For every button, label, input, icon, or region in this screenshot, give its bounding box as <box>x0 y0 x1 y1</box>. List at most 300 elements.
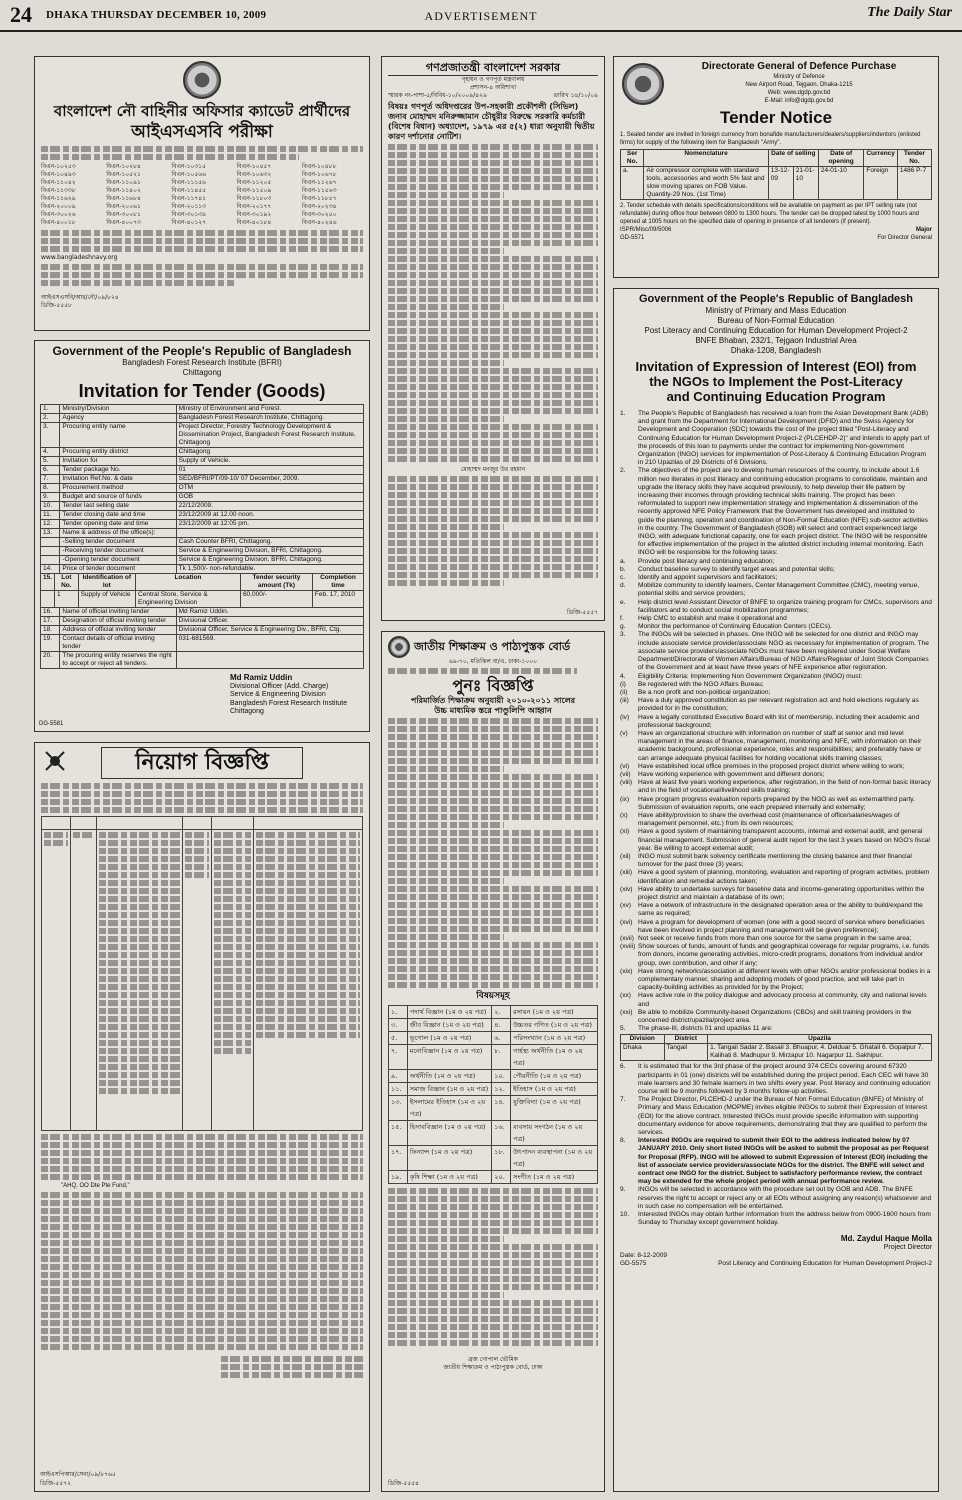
list-marker: (xiii) <box>620 869 633 877</box>
list-marker: (vii) <box>620 770 631 778</box>
bfri-sign-3: Service & Engineering Division <box>230 691 326 698</box>
dgdp-sub-1: Ministry of Defence <box>773 74 825 80</box>
table-cell: 1. <box>41 405 60 414</box>
niyog-dg: ডিজি-৫৫৭২ <box>40 1480 71 1487</box>
text-line <box>388 982 598 988</box>
text-line <box>388 782 598 788</box>
table-cell: ১০. <box>492 1070 511 1083</box>
text-line <box>388 790 598 796</box>
dgdp-ad <box>613 56 939 278</box>
table-cell: Service & Engineering Division, BFRI, Chittagong. <box>176 547 363 556</box>
bnfe-p6: It is estimated that for the 3rd phase of the project around 374 CECs covering around 67320 participants in 01 (one) districts will be established during the project period. Each CEC will have 30 male learners and 30 female learners in two shifts every year. Post literacy and continuing education course will be 9 months followed by 3 months follow-up activities. <box>638 1063 931 1096</box>
list-item <box>620 582 932 598</box>
bnfe-para-8: 8. Interested INGOs are required to submit their EOI to the address indicated below by 07 JANUARY 2010. Only short listed INGOs will be asked to submit the proposal as per Request for Proposal (RFP). INGO will be allowed to submit Expression of Interest (EOI) including the list of associate service providers/associate NGOs for the district. The BNFE will select and contract one INGO for the district. Subject to satisfactory performance review, the contract may be extended for the whole project period with annual performance review. <box>620 1137 932 1186</box>
navy-emblem-icon <box>183 61 221 99</box>
text-line <box>388 766 504 772</box>
table-cell: 7. <box>41 475 60 484</box>
text-line <box>388 548 598 554</box>
text-line <box>388 1252 598 1258</box>
gov-bn-date: তারিখ ১৪/১০/০৯ <box>553 92 598 99</box>
dgdp-intro: 1. Sealed tender are invited in foreign currency from bonafide manufacturers/dealers/suppliers/indentors (enlisted firms) for supply of the following item for Bangladesh "Army". <box>620 132 921 146</box>
text-line <box>388 184 598 190</box>
list-item <box>620 779 932 795</box>
bnfe-p9: INGOs will be selected in accordance with the procedure set out by GOB and ADB. The BNFE reserves the right to accept or reject any or all EOIs without assigning any reason(s) whatsoever and in such case no compensation will be entertained. <box>638 1186 932 1210</box>
table-cell: ৩. <box>389 1019 408 1032</box>
table-cell: 23/12/2009 at 12:05 pm. <box>176 520 363 529</box>
text-line <box>388 508 598 514</box>
list-marker: (vi) <box>620 762 630 770</box>
text-line <box>388 910 598 916</box>
list-marker: (xiv) <box>620 885 633 893</box>
table-cell: Md Ramiz Uddin. <box>176 608 363 617</box>
text-line <box>388 814 598 820</box>
table-cell: পরিসংখ্যান (১ম ও ২য় পত্র) <box>511 1032 598 1045</box>
table-cell: Tk 1,500/- non-refundable. <box>176 565 363 574</box>
list-text: Provide post literacy and continuing education; <box>638 557 775 565</box>
lot-header-cell: Location <box>136 574 241 591</box>
table-cell: The procuring entity reserves the right to accept or reject all tenders. <box>60 652 176 669</box>
list-text: Show sources of funds, amount of funds and geographical coverage for regular programs, i.e. funds from donors, income generating activities, micro-credit programs, donations from individual and/or group, own contribution, and other if any; <box>638 943 930 967</box>
table-cell: উৎপাদন ব্যবস্থাপনা (১ম ও ২য় পত্র) <box>511 1146 598 1171</box>
table-cell: ইতিহাস (১ম ও ২য় পত্র) <box>511 1083 598 1096</box>
nctb-sub-3: উচ্চ মাধ্যমিক স্তরে পাণ্ডুলিপি আহ্বান <box>434 706 552 715</box>
bfri-tender-ad <box>34 340 370 732</box>
bfri-sign-5: Chittagong <box>230 708 264 715</box>
table-cell: 17. <box>41 617 60 626</box>
list-item <box>620 853 932 869</box>
list-text: Be able to mobilize Community-based Organizations (CBOs) and skill training providers in the concerned district/upazila/project area. <box>638 1008 912 1025</box>
text-line <box>388 232 598 238</box>
bfri-title: Invitation for Tender (Goods) <box>78 381 326 401</box>
table-row <box>41 520 364 529</box>
table-row <box>389 1045 598 1070</box>
list-item <box>620 886 932 902</box>
table-row <box>41 405 364 414</box>
dgdp-notice-title: Tender Notice <box>719 108 833 127</box>
table-cell: Name of official inviting tender <box>60 608 176 617</box>
bnfe-cell-upazila: 1. Tangail Sadar 2. Basail 3. Bhuapur, 4. Delduar 5. Ghatail 6. Gopalpur 7. Kalihati 8. Madhupur 9. Mirzapur 10. Nagarpur 11. Sakhipur. <box>708 1044 932 1061</box>
table-row <box>41 547 364 556</box>
dgdp-for: For Director General <box>877 235 932 241</box>
text-line <box>388 894 598 900</box>
table-row <box>41 617 364 626</box>
navy-dg: ডিজি-৫৫৫৮ <box>41 302 72 309</box>
list-item <box>620 919 932 935</box>
text-line <box>388 376 598 382</box>
text-line <box>388 846 598 852</box>
list-item <box>620 763 932 771</box>
bnfe-para-4: 4. Eligibility Criteria: Implementing Non Government Organization (INGO) must: <box>620 672 863 680</box>
nctb-sub-2: পরিমার্জিত শিক্ষাক্রম অনুযায়ী ২০১০-২০১১ সালের <box>410 696 576 705</box>
table-cell: ভূগোল (১ম ও ২য় পত্র) <box>407 1032 491 1045</box>
date-line: DHAKA THURSDAY DECEMBER 10, 2009 <box>46 9 267 21</box>
table-cell: 14. <box>41 565 60 574</box>
list-text: Conduct baseline survey to identify target areas and potential skills; <box>638 565 835 573</box>
bnfe-title-1: Invitation of Expression of Interest (EOI) from <box>635 359 917 374</box>
bnfe-signature <box>620 1234 932 1252</box>
text-line <box>388 750 598 756</box>
table-row <box>41 511 364 520</box>
bnfe-p3: The INGOs will be selected in phases. One INGO will be selected for one district and INGO may include associate service provider/associate NGO as necessary for implementation of program. The associate service providers/associate NGOs must have been registered under Social Welfare Department/Directorate of Women Affairs/Bureau of NGO Affairs/Register of Joint Stock Companies of the Government and at least have three years of NFE experience after registration. <box>638 631 929 672</box>
table-row <box>41 608 364 617</box>
table-row <box>41 414 364 423</box>
list-text: Have a program for development of women (one with a good record of service where beneficiaries have been involved in project planning and management will be given preference); <box>638 918 925 934</box>
table-cell: 22/12/2009. <box>176 502 363 511</box>
list-item <box>620 558 932 566</box>
table-cell: রসায়ন (১ম ও ২য় পত্র) <box>511 1006 598 1019</box>
text-line <box>388 360 504 366</box>
bnfe-signer: Md. Zaydul Haque Molla <box>840 1233 932 1243</box>
text-line <box>388 484 598 490</box>
bnfe-para-1: 1. The People's Republic of Bangladesh has received a loan from the Asian Development Bank (ADB) and grant from the Department for International Development (DFID) and the Swiss Agency for Development and Cooperation (SDC) towards the cost of the project titled "Post-Literacy and Continuing Education for Human Development Project-2 (PLCEHDP-2)" and intends to apply part of the proceeds of this loan to payments under the contract for implementing Non-government Organization (INGO) services for implementation of Post-Literacy & Continuing Education Program in 210 Upazilas of 29 Districts of 6 Divisions. <box>620 410 932 467</box>
text-line <box>388 822 504 828</box>
nctb-logo-icon <box>388 636 410 658</box>
table-cell: -Selling tender document <box>60 538 176 547</box>
text-line <box>388 1196 598 1202</box>
lot-header-cell: Completion time <box>312 574 363 591</box>
table-cell: Tender closing date and time <box>60 511 176 520</box>
dgdp-email: E-Mail: info@dgdp.gov.bd <box>764 98 834 104</box>
text-line <box>388 798 598 804</box>
table-cell: 20. <box>41 652 60 669</box>
text-line <box>388 958 598 964</box>
text-line <box>388 200 598 206</box>
bnfe-eoi-ad <box>613 288 939 1492</box>
text-line <box>388 408 598 414</box>
text-line <box>388 718 598 724</box>
table-cell: Divisional Officer, Service & Engineering Div., BFRI, Ctg. <box>176 626 363 635</box>
text-line <box>388 424 598 430</box>
list-item <box>620 566 932 574</box>
text-line <box>388 328 598 334</box>
table-cell <box>41 556 60 565</box>
list-item <box>620 623 932 631</box>
list-marker: (i) <box>620 680 626 688</box>
gov-bn-subject: বিষয়ঃ গণপূর্ত অধিদপ্তরের উপ-সহকারী প্রকৌশলী (সিভিল) জনাব মোহাম্মদ মনিরুজ্জামান চৌধুরীর বিরুদ্ধে সরকারি কর্মচারী (বিশেষ বিধান) অধ্যাদেশ, ১৯৭৯ এর ৫(২) ধারা অনুযায়ী দ্বিতীয় কারণ দর্শানোর নোটিশ। <box>388 102 595 141</box>
table-cell: জীব বিজ্ঞান (১ম ও ২য় পত্র) <box>407 1019 491 1032</box>
list-item <box>620 869 932 885</box>
dgdp-col-tender: Tender No. <box>897 150 931 167</box>
army-emblem-icon <box>43 749 67 773</box>
text-line <box>388 280 598 286</box>
dgdp-table <box>620 149 932 200</box>
niyog-title: নিয়োগ বিজ্ঞপ্তি <box>101 747 303 779</box>
table-row <box>41 457 364 466</box>
text-line <box>388 144 598 150</box>
text-line <box>388 1244 598 1250</box>
text-line <box>388 296 598 302</box>
text-line <box>388 1324 598 1330</box>
nctb-heading: পুনঃ বিজ্ঞপ্তি <box>452 676 534 695</box>
list-marker: b. <box>620 565 626 573</box>
list-marker: f. <box>620 615 624 623</box>
dgdp-logo-icon <box>622 63 664 105</box>
text-line <box>388 448 598 454</box>
list-marker: (x) <box>620 811 628 819</box>
table-cell: পদার্থ বিজ্ঞান (১ম ও ২য় পত্র) <box>407 1006 491 1019</box>
text-line <box>388 440 598 446</box>
text-line <box>388 1236 504 1242</box>
table-cell <box>176 652 363 669</box>
table-row <box>389 1019 598 1032</box>
table-cell: ৮. <box>492 1045 511 1070</box>
table-cell: 13. <box>41 529 60 538</box>
text-line <box>388 416 504 422</box>
table-cell: 2. <box>41 414 60 423</box>
dgdp-note: 2. Tender schedule with details specifications/conditions will be available on payment as per IPT selling rate (not refundable) during office hour between 0800 to 1300 hours. The tender can be dropped latest by 1000 hours and opened at 1005 hours on the specified date of opening in presence of all tenderers (if present). <box>620 203 919 225</box>
table-row <box>389 1146 598 1171</box>
bfri-lot-table <box>40 573 364 608</box>
list-item <box>620 615 932 623</box>
text-line <box>388 352 598 358</box>
gov-bn-sub-2: প্রশাসন-৪ অধিশাখা <box>469 84 517 91</box>
list-item <box>620 796 932 812</box>
bnfe-l2: Bureau of Non-Formal Education <box>717 316 835 325</box>
niyog-fund-code: "AHQ, OO Dte Pte Fund," <box>61 1183 130 1189</box>
bnfe-l5: Dhaka-1208, Bangladesh <box>730 346 822 355</box>
text-line <box>388 476 598 482</box>
list-text: Have strong networks/association at different levels with other NGOs and/or professional bodies in a complementary manner, sharing and adopting models of good practice, and will take part in capacity-building activities as provided for by the Project; <box>638 967 931 992</box>
list-item <box>620 902 932 918</box>
table-row <box>389 1032 598 1045</box>
table-row <box>389 1096 598 1121</box>
text-line <box>388 774 598 780</box>
bnfe-p4: Eligibility Criteria: Implementing Non Government Organization (INGO) must: <box>638 672 863 680</box>
bfri-dg: DG-5581 <box>39 721 64 727</box>
table-cell: Ministry/Division <box>60 405 176 414</box>
table-cell: OTM <box>176 484 363 493</box>
text-line <box>388 974 598 980</box>
table-cell: Service & Engineering Division, BFRI, Chittagong. <box>176 556 363 565</box>
dgdp-col-selling: Date of selling <box>768 150 818 167</box>
niyog-table <box>41 816 363 1131</box>
list-item <box>620 828 932 853</box>
text-line <box>388 806 598 812</box>
table-cell: 12. <box>41 520 60 529</box>
table-cell <box>41 547 60 556</box>
text-line <box>388 1316 598 1322</box>
table-cell: Cash Counter BFRI, Chittagong. <box>176 538 363 547</box>
table-row <box>41 502 364 511</box>
text-line <box>388 862 598 868</box>
table-cell: ১৮. <box>492 1146 511 1171</box>
table-cell: Tender last selling date <box>60 502 176 511</box>
dgdp-ref: ISPR/Misc/09/5006 <box>620 227 672 233</box>
table-row <box>41 635 364 652</box>
table-cell: Invitation Ref.No. & date <box>60 475 176 484</box>
bfri-gov: Government of the People's Republic of Bangladesh <box>52 344 352 358</box>
table-cell: Chittagong <box>176 448 363 457</box>
text-line <box>388 312 598 318</box>
text-line <box>388 1204 598 1210</box>
table-row <box>41 652 364 669</box>
bnfe-sign-2: Project Director <box>883 1243 932 1251</box>
text-line <box>388 304 504 310</box>
table-cell: Supply of Vehicle <box>78 591 135 608</box>
table-cell: Contact details of official inviting tender <box>60 635 176 652</box>
text-line <box>388 392 598 398</box>
list-text: Have a duly approved constitution as per relevant registration act and hold elections regularly as provided for in the constitution; <box>638 697 919 713</box>
section-title: ADVERTISEMENT <box>424 9 538 23</box>
bnfe-para-7: 7. The Project Director, PLCEHD-2 under the Bureau of Non Formal Education (BNFE) of Ministry of Primary and Mass Education (MOPME) invites eligible INGOs to submit their Expression of Interest (EOI) for the above contract. Interested INGOs must provide specific information with supporting documentary evidence for above requirements, demonstrating that they are qualified to perform the services. <box>620 1096 932 1137</box>
table-cell: Project Director, Forestry Technology Development & Dissemination Project, Bangladesh Forest Research Institute, Chittagong <box>176 423 363 448</box>
text-line <box>388 838 598 844</box>
table-cell: 9. <box>41 493 60 502</box>
nctb-subjects-table <box>388 1005 598 1184</box>
table-cell: 3. <box>41 423 60 448</box>
gov-bn-title: গণপ্রজাতন্ত্রী বাংলাদেশ সরকার <box>388 61 598 76</box>
table-cell: Procurement method <box>60 484 176 493</box>
dgdp-cell: Air compressor complete with standard tools, accessories and worth 5% fast and slow moving spares on FOB Value. Quantity-29 Nos. (1st Time) <box>644 167 768 200</box>
bnfe-para-6: 6. It is estimated that for the 3rd phase of the project around 374 CECs covering around 67320 participants in 01 (one) districts will be established during the project period. Each CEC will have 30 male learners and 30 female learners in two shifts every year. Post literacy and continuing education course will be 9 months followed by 3 months follow-up activities. <box>620 1063 931 1096</box>
bnfe-p5: The phase-III, districts 01 and upazilas 11 are: <box>638 1025 773 1033</box>
niyog-ref: আইএসপিআর/সেনা/০৯/৮৭৬৫ <box>40 1471 116 1478</box>
table-cell: ইসলামের ইতিহাস (১ম ও ২য় পত্র) <box>407 1096 491 1121</box>
nctb-subjects-title: বিষয়সমূহ <box>476 991 510 1001</box>
bfri-table <box>40 404 364 574</box>
list-marker: (xi) <box>620 828 630 836</box>
list-item <box>620 943 932 968</box>
text-line <box>388 830 598 836</box>
list-text: Have an organizational structure with information on number of staff at senior and mid level management in the areas of finance, management, monitoring and NFE, with information on their academic background, professional experience, roles and responsibilities; and preferably have or can arrange adequate physical facilities for holding vocational skills training classes; <box>638 729 922 762</box>
text-line <box>388 432 598 438</box>
list-marker: (xii) <box>620 852 631 860</box>
list-item <box>620 771 932 779</box>
text-line <box>388 726 598 732</box>
list-marker: (xxi) <box>620 1008 633 1016</box>
gov-notice-ad <box>381 56 605 621</box>
table-row <box>389 1171 598 1184</box>
list-marker: (xvii) <box>620 935 634 942</box>
list-text: Have a network of infrastructure in the designated operation area or the ability to build/expand the same as required; <box>638 902 923 918</box>
lot-header-cell: Identification of lot <box>78 574 135 591</box>
table-cell: Central Store, Service & Engineering Division <box>136 591 241 608</box>
text-line <box>388 1260 598 1266</box>
table-cell: Budget and source of funds <box>60 493 176 502</box>
bnfe-col-upazila: Upazila <box>708 1035 932 1044</box>
table-cell: ৬. <box>492 1032 511 1045</box>
bnfe-l3: Post Literacy and Continuing Education for Human Development Project-2 <box>644 326 908 335</box>
table-cell: -Opening tender document <box>60 556 176 565</box>
nctb-address: ৬৯-৭০, মতিঝিল বা/এ, ঢাকা-১০০০ <box>448 658 538 665</box>
navy-title-1: বাংলাদেশ নৌ বাহিনীর অফিসার ক্যাডেট প্রার্থীদের <box>53 102 351 120</box>
table-cell <box>41 538 60 547</box>
table-cell: Divisional Officer. <box>176 617 363 626</box>
table-cell: ১৫. <box>389 1121 408 1146</box>
table-cell: Bangladesh Forest Research Institute, Chittagong. <box>176 414 363 423</box>
navy-title-2: আইএসএসবি পরীক্ষা <box>131 122 273 142</box>
text-line <box>388 208 598 214</box>
dgdp-cell: Foreign <box>864 167 898 200</box>
nctb-dg: ডিজি-৫৫৫৪ <box>388 1480 419 1487</box>
dgdp-cell: 1486 P-7 <box>897 167 931 200</box>
lot-header-cell: 15. <box>41 574 55 591</box>
table-cell: Ministry of Environment and Forest. <box>176 405 363 414</box>
text-line <box>388 1268 598 1274</box>
list-marker: (v) <box>620 729 628 737</box>
bnfe-l4: BNFE Bhaban, 232/1, Tejgaon Industrial Area <box>695 336 857 345</box>
table-cell: Name & address of the office(s): <box>60 529 176 538</box>
text-line <box>388 224 598 230</box>
list-marker: d. <box>620 582 626 590</box>
niyog-ad <box>34 742 370 1492</box>
table-cell: 031-681569. <box>176 635 363 652</box>
table-cell: উচ্চতর গণিত (১ম ও ২য় পত্র) <box>511 1019 598 1032</box>
bnfe-date: Date: 8-12-2009 <box>620 1251 667 1259</box>
gov-bn-memo: স্মারক নং-পাশা-৫/বিবিধ-১০/২০০৯/৪২৯ <box>388 92 487 99</box>
bnfe-dg: GD-5575 <box>620 1259 647 1267</box>
bnfe-cell-district: Tangail <box>664 1044 708 1061</box>
navy-website: www.bangladeshnavy.org <box>41 254 118 261</box>
table-cell: ১৬. <box>492 1121 511 1146</box>
bfri-signature <box>230 674 364 717</box>
table-cell: ১৭. <box>389 1146 408 1171</box>
table-cell: Invitation for <box>60 457 176 466</box>
table-cell: 5. <box>41 457 60 466</box>
table-cell: 8. <box>41 484 60 493</box>
table-cell: সমাজ বিজ্ঞান (১ম ও ২য় পত্র) <box>407 1083 491 1096</box>
nctb-title: জাতীয় শিক্ষাক্রম ও পাঠ্যপুস্তক বোর্ড <box>414 640 571 653</box>
dgdp-col-currency: Currency <box>864 150 898 167</box>
gov-bn-sub-1: গৃহায়ন ও গণপূর্ত মন্ত্রণালয় <box>461 76 525 83</box>
list-marker: c. <box>620 574 626 582</box>
list-marker: g. <box>620 623 626 631</box>
list-item <box>620 1009 932 1025</box>
text-line <box>388 176 598 182</box>
text-line <box>388 492 598 498</box>
text-line <box>388 564 598 570</box>
bnfe-p7: The Project Director, PLCEHD-2 under the Bureau of Non Formal Education (BNFE) of Ministry of Primary and Mass Education (MOPME) invites eligible INGOs to submit their Expression of Interest (EOI) for the above contract. Interested INGOs must provide specific information with supporting documentary evidence for above requirements, demonstrating that they are qualified to perform the services. <box>638 1096 928 1137</box>
bnfe-p10: Interested INGOs may obtain further information from the address below from 0900-1600 hours from Sunday to Thursday except government holiday. <box>638 1211 931 1227</box>
table-cell: Tender opening date and time <box>60 520 176 529</box>
text-line <box>388 1308 598 1314</box>
table-row <box>41 529 364 538</box>
masthead-logo: The Daily Star <box>867 5 952 20</box>
text-line <box>388 248 504 254</box>
table-row <box>389 1006 598 1019</box>
gov-bn-dg: ডিজি-৫৫৫৭ <box>567 609 598 616</box>
text-line <box>388 288 598 294</box>
list-marker: a. <box>620 557 626 565</box>
table-cell: হিসাববিজ্ঞান (১ম ও ২য় পত্র) <box>407 1121 491 1146</box>
list-text: Have a good system of planning, monitoring, evaluation and reporting of program activities, problem identification and remedial actions taken; <box>638 869 930 885</box>
dgdp-cell: a. <box>621 167 644 200</box>
list-text: Identify and appoint supervisors and facilitators; <box>638 574 778 582</box>
table-row <box>41 475 364 484</box>
list-marker: (ix) <box>620 795 630 803</box>
text-line <box>388 1228 598 1234</box>
list-text: Have ability/provision to share the overhead cost (maintenance of office/salaries/wages of management personnel, etc.) from its own resources; <box>638 811 900 828</box>
text-line <box>388 500 598 506</box>
table-cell: GOB <box>176 493 363 502</box>
table-cell: SED/BFRI/PT/09-10/ 07 December, 2009. <box>176 475 363 484</box>
table-cell: ১. <box>389 1006 408 1019</box>
list-marker: (iv) <box>620 713 630 721</box>
table-cell: যুক্তিবিদ্যা (১ম ও ২য় পত্র) <box>511 1096 598 1121</box>
list-item <box>620 935 932 943</box>
text-line <box>388 320 598 326</box>
text-line <box>388 1292 504 1298</box>
text-line <box>388 1188 598 1194</box>
table-cell: ৫. <box>389 1032 408 1045</box>
table-cell: 19. <box>41 635 60 652</box>
text-line <box>388 758 598 764</box>
bnfe-p1: The People's Republic of Bangladesh has received a loan from the Asian Development Bank (ADB) and grant from the Department for International Development (DFID) and the Swiss Agency for Development and Cooperation (SDC) towards the cost of the project titled "Post-Literacy and Continuing Education for Human Development Project-2 (PLCEHDP-2)" and intends to apply part of the proceeds of this loan to payments under the contract for implementing Non-government Organization (INGO) services for implementation of Post-Literacy & Continuing Education Program in 210 Upazilas of 29 Districts of 6 Divisions. <box>638 410 930 467</box>
page-header <box>0 0 962 32</box>
bnfe-title-3: and Continuing Education Program <box>666 389 886 404</box>
table-row <box>389 1121 598 1146</box>
text-line <box>388 886 598 892</box>
